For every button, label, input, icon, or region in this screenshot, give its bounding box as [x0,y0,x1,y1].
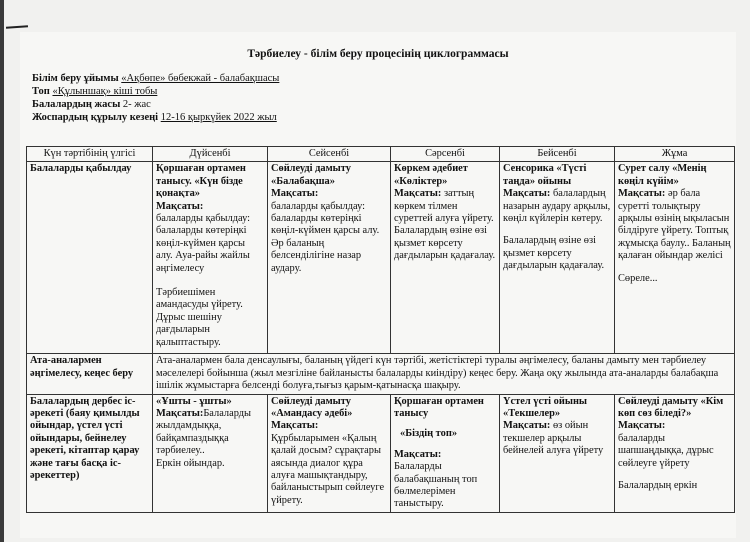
cell-text: Балаларды балабақшаның топ бөлмелерімен таныстыру. [394,461,478,510]
cell-text: Құрбыларымен «Қалың қалай досым? сұрақтары аясында диалог құра алуға машықтандыру, байланыстырып сөйлеуге үйрету. [271,432,385,506]
cell-heading: Көркем әдебиет «Көліктер» [394,163,468,187]
cell-heading: Сөйлеуді дамыту «Кім көп сөз біледі?» [618,395,724,420]
cell-text: Балалардың еркін [618,480,698,492]
document-title: Тәрбиелеу - білім беру процесінің циклограммасы [247,48,509,60]
cell-heading: Сөйлеуді дамыту «Балабақша» [271,163,351,187]
cell-text: Тәрбиешімен амандасуды үйрету. Дұрыс шешіну дағдыларын қалыптастыру. [156,287,243,348]
row-label: Балаларды қабылдау [27,162,153,354]
cell-goal-label: Мақсаты: [503,420,551,432]
cell-text: балаларды қабылдау: балаларды көтеріңкі көңіл-күймен қарсы алу. Әр баланың белсенділігіне назар аудару. [271,200,380,274]
period-label: Жоспардың құрылу кезеңі [32,112,159,123]
cell-text: Балалардың өзіне өзі қызмет көрсету дағдыларын қадағалау. [503,235,605,272]
cell-goal-label: Мақсаты: [618,188,666,200]
cell-heading: Қоршаған ортамен танысу. «Күн бізде қонақта» [156,163,246,200]
header-cell: Жұма [615,147,735,162]
org-line [32,72,279,85]
header-cell: Бейсенбі [500,147,615,162]
age-line [32,98,279,111]
table-cell [391,394,500,512]
cell-text: Сөреле... [618,272,658,284]
header-cell: Сейсенбі [268,147,391,162]
scan-mark [6,25,28,29]
table-cell [391,162,500,354]
group-value: «Құлыншақ» кіші тобы [52,86,158,97]
cell-heading: Сөйлеуді дамыту «Амандасу әдебі» [271,395,353,420]
header-cell: Күн тәртібінің үлгісі [27,147,153,162]
header-cell: Сәрсенбі [391,147,500,162]
period-value: 12-16 қыркүйек 2022 жыл [160,112,277,123]
cell-heading: Қоршаған ортамен танысу [394,395,484,420]
cell-text: өз ойын текшелер арқылы бейнелей алуға үйрету [503,420,604,457]
cell-goal-label: Мақсаты: [394,448,442,460]
header-row [27,147,735,162]
cell-text: әр бала суретті толықтыру арқылы өзінің ықыласын білдіруге үйрету. Топтық жұмысқа баулу.. Баланың қалаған ойындар желісі [618,188,731,262]
cell-goal-label: Мақсаты: [271,188,319,200]
period-line [32,111,279,124]
header-cell: Дүйсенбі [153,147,268,162]
cell-subheading: «Біздің топ» [400,428,458,440]
cell-text: балалардың назарын аудару арқылы, көңіл күйлерін көтеру. [503,188,611,225]
cell-goal-label: Мақсаты: [394,188,442,200]
table-cell [500,162,615,354]
cell-goal-label: Мақсаты: [271,420,319,432]
cell-text: балаларды шапшаңдыққа, дұрыс сөйлеуге үйрету [618,432,714,469]
age-label: Балалардың жасы [32,99,121,110]
table-cell [153,394,268,512]
cell-goal-label: Мақсаты: [618,420,666,432]
row-label: Балалардың дербес іс-әрекеті (баяу қимылды ойындар, үстел үсті ойындары, бейнелеу әрекеті, кітаптар қарау және тағы басқа іс-әрекеттер) [27,394,153,512]
cell-text: Балаларды жылдамдыққа, байқампаздыққа тәрбиелеу.. [156,408,252,457]
org-label: Білім беру ұйымы [32,73,119,84]
cell-goal-label: Мақсаты: [156,200,204,212]
table-row [27,162,735,354]
document-page [20,32,736,538]
table-cell [500,394,615,512]
table-row [27,354,735,394]
cell-goal-label: Мақсаты: [156,408,204,420]
cell-goal-label: Мақсаты: [503,188,551,200]
document-meta [32,72,279,124]
cell-heading: Сурет салу «Менің көңіл күйім» [618,163,707,187]
cell-heading: Үстел үсті ойыны «Текшелер» [503,395,588,420]
table-cell [153,162,268,354]
group-label: Топ [32,86,50,97]
cell-heading: «Ұшты - ұшты» [156,395,232,407]
cell-heading: Сенсорика «Түсті таңда» ойыны [503,163,587,187]
age-value: 2- жас [122,99,151,110]
table-row [27,394,735,512]
table-cell [615,162,735,354]
table-cell [268,394,391,512]
cell-text: балаларды қабылдау: балаларды көтеріңкі көңіл-күймен қарсы алу. Ауа-райы жайлы әңгімелесу [156,213,251,274]
cell-text: Еркін ойындар. [156,457,225,469]
group-line [32,85,279,98]
table-cell: Ата-аналармен бала денсаулығы, баланың үйдегі күн тәртібі, жетістіктері туралы әңгімелесу, баланы дамыту мен тәрбиелеу мәселелері бойынша (жыл мезгіліне байланысты балаларды киіндіру) кеңес беру. Жаңа оқу жылында ата-аналарды балабақша ішілік жұмыстарға белсенді болуға,тығыз қарым-қатынасқа шақыру. [153,354,735,394]
row-label: Ата-аналармен әңгімелесу, кеңес беру [27,354,153,394]
cell-text: заттың көркем тілмен суреттей алуға үйрету. [394,188,494,225]
org-value: «Ақбөпе» бөбекжай - балабақшасы [121,73,280,84]
scan-edge-shadow [0,0,4,542]
table-cell [268,162,391,354]
schedule-table [26,146,735,513]
cell-text: Балалардың өзіне өзі қызмет көрсету дағдыларын қадағалау. [394,225,496,262]
table-cell [615,394,735,512]
